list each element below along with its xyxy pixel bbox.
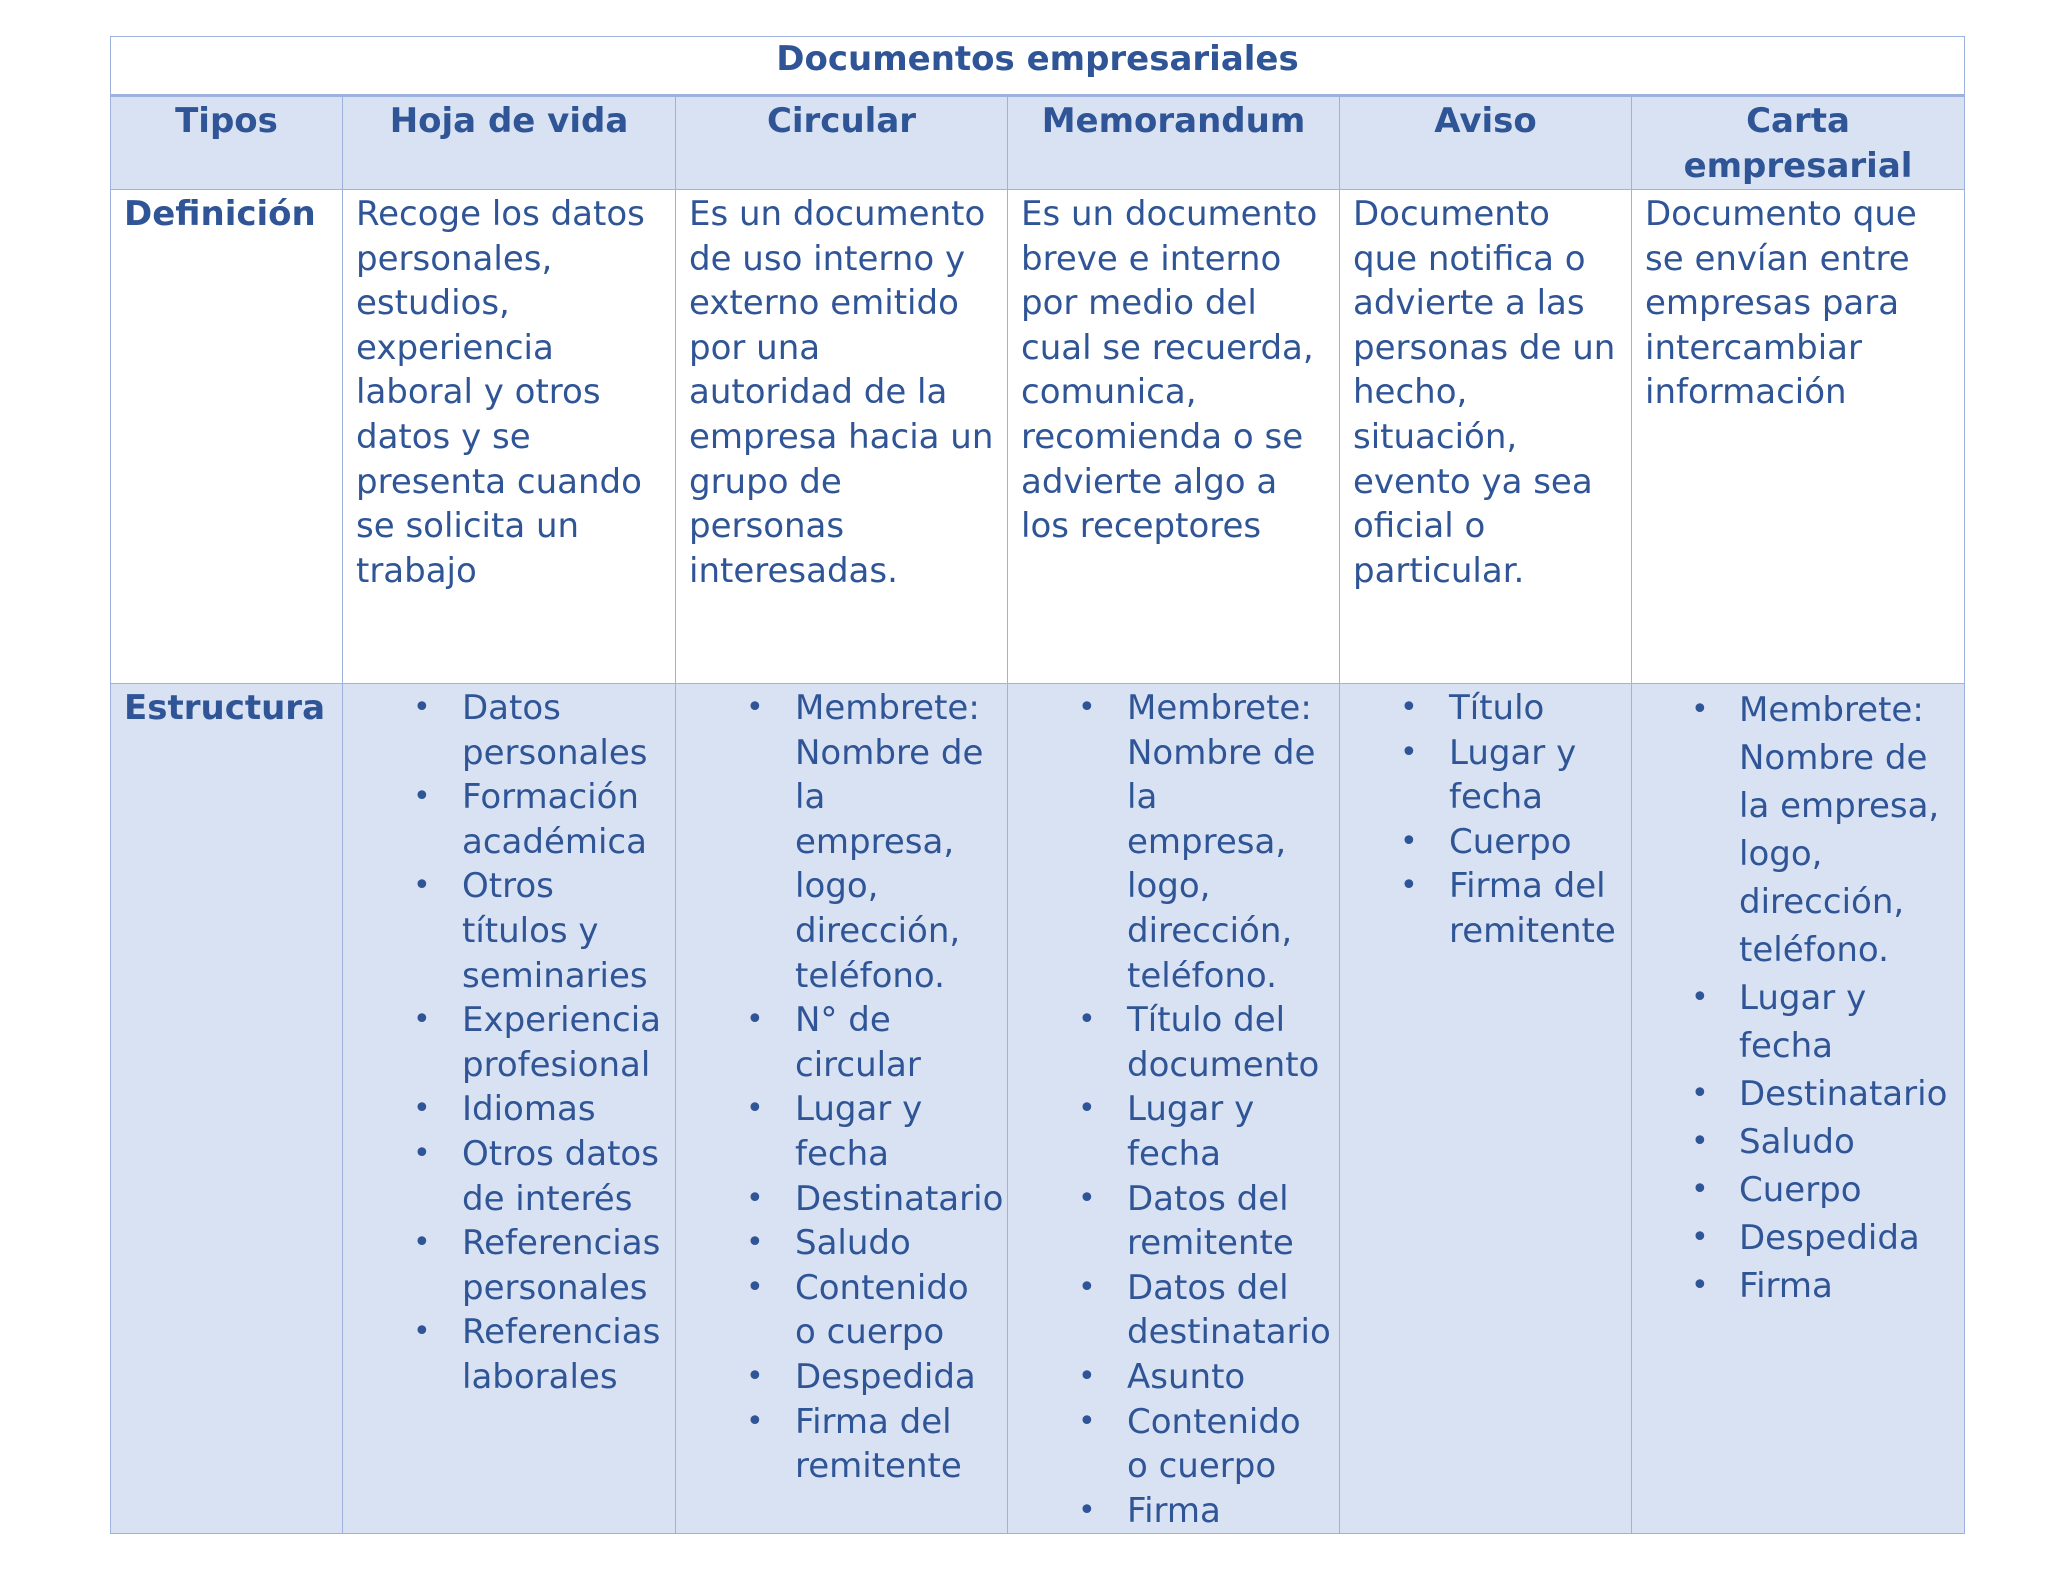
title-row bbox=[111, 37, 1965, 96]
bullet-icon: • bbox=[1078, 1358, 1096, 1394]
list-item bbox=[1021, 1266, 1331, 1355]
list-item-text: Destinatario bbox=[795, 1178, 1004, 1219]
list-item bbox=[1021, 1177, 1326, 1266]
list-item bbox=[1021, 998, 1326, 1087]
list-item-text: Datos del destinatario bbox=[1127, 1267, 1331, 1353]
bullet-icon: • bbox=[1691, 692, 1709, 727]
list-item-text: Lugar y fecha bbox=[795, 1089, 923, 1174]
bullet-icon: • bbox=[413, 1002, 431, 1038]
list-item bbox=[1353, 686, 1618, 731]
list-item bbox=[1645, 1118, 1951, 1166]
list-item-text: Contenido o cuerpo bbox=[795, 1267, 969, 1353]
list-item bbox=[1353, 864, 1618, 953]
list-item-text: Cuerpo bbox=[1739, 1170, 1862, 1210]
bullet-icon: • bbox=[413, 690, 431, 725]
list-item-text: Idiomas bbox=[462, 1089, 596, 1130]
list-item-text: Firma del remitente bbox=[795, 1401, 962, 1487]
definicion-row bbox=[111, 190, 1965, 684]
list-item bbox=[356, 1087, 662, 1132]
bullet-icon: • bbox=[746, 1225, 764, 1261]
estructura-list-aviso bbox=[1353, 686, 1618, 954]
list-item bbox=[689, 1087, 994, 1176]
bullet-icon: • bbox=[413, 1314, 431, 1350]
bullet-icon: • bbox=[1691, 1124, 1709, 1159]
list-item bbox=[1645, 1166, 1951, 1214]
row-label-definicion: Definición bbox=[111, 190, 343, 684]
list-item-text: Referencias personales bbox=[462, 1223, 661, 1308]
bullet-icon: • bbox=[1078, 1002, 1096, 1038]
list-item bbox=[1021, 1400, 1326, 1489]
list-item-text: Lugar y fecha bbox=[1127, 1089, 1255, 1174]
header-circular: Circular bbox=[676, 96, 1008, 190]
list-item bbox=[356, 1221, 662, 1310]
bullet-icon: • bbox=[413, 1225, 431, 1261]
list-item-text: Experiencia profesional bbox=[462, 1000, 661, 1085]
list-item-text: Otros datos de interés bbox=[462, 1133, 659, 1219]
list-item bbox=[356, 686, 662, 775]
list-item-text: Membrete: Nombre de la empresa, logo, dirección, teléfono. bbox=[1127, 688, 1316, 996]
list-item bbox=[689, 998, 994, 1087]
bullet-icon: • bbox=[1078, 690, 1096, 725]
list-item-text: Datos personales bbox=[462, 688, 648, 773]
bullet-icon: • bbox=[1691, 1076, 1709, 1111]
estructura-memorandum bbox=[1008, 684, 1340, 1534]
definicion-aviso: Documento que notifica o advierte a las personas de un hecho, situación, evento ya sea oficial o particular. bbox=[1340, 190, 1632, 684]
bullet-icon: • bbox=[746, 1091, 764, 1127]
list-item bbox=[356, 998, 662, 1087]
bullet-icon: • bbox=[1400, 868, 1418, 904]
header-hoja-de-vida: Hoja de vida bbox=[343, 96, 676, 190]
list-item bbox=[689, 686, 994, 998]
table-title: Documentos empresariales bbox=[111, 37, 1965, 96]
list-item-text: Título del documento bbox=[1127, 1000, 1320, 1085]
list-item bbox=[689, 1266, 994, 1355]
estructura-list-carta bbox=[1645, 686, 1951, 1310]
list-item-text: Saludo bbox=[795, 1223, 911, 1264]
bullet-icon: • bbox=[746, 1269, 764, 1305]
bullet-icon: • bbox=[413, 1135, 431, 1171]
list-item-text: Despedida bbox=[1739, 1218, 1920, 1258]
bullet-icon: • bbox=[1691, 1172, 1709, 1207]
header-memorandum: Memorandum bbox=[1008, 96, 1340, 190]
list-item bbox=[356, 775, 662, 864]
definicion-carta-empresarial: Documento que se envían entre empresas para intercambiar información bbox=[1632, 190, 1965, 684]
list-item bbox=[356, 1132, 662, 1221]
list-item-text: Lugar y fecha bbox=[1739, 978, 1867, 1066]
bullet-icon: • bbox=[1691, 1268, 1709, 1303]
bullet-icon: • bbox=[1400, 823, 1418, 859]
bullet-icon: • bbox=[1400, 690, 1418, 725]
definicion-circular: Es un documento de uso interno y externo emitido por una autoridad de la empresa hacia un grupo de personas interesadas. bbox=[676, 190, 1008, 684]
list-item-text: Despedida bbox=[795, 1356, 976, 1397]
list-item bbox=[1645, 974, 1951, 1070]
list-item-text: Referencias laborales bbox=[462, 1312, 661, 1397]
list-item-text: Membrete: Nombre de la empresa, logo, dirección, teléfono. bbox=[795, 688, 984, 996]
bullet-icon: • bbox=[413, 1091, 431, 1127]
list-item bbox=[1645, 1262, 1951, 1310]
list-item-text: Datos del remitente bbox=[1127, 1178, 1294, 1264]
documentos-table bbox=[110, 36, 1965, 1534]
list-item-text: Firma del remitente bbox=[1449, 866, 1616, 951]
estructura-list-hoja bbox=[356, 686, 662, 1400]
list-item bbox=[689, 1177, 1004, 1222]
list-item bbox=[1021, 1087, 1326, 1176]
header-row bbox=[111, 96, 1965, 190]
estructura-hoja-de-vida bbox=[343, 684, 676, 1534]
bullet-icon: • bbox=[1078, 1492, 1096, 1528]
list-item-text: Título bbox=[1449, 688, 1545, 728]
estructura-carta-empresarial bbox=[1632, 684, 1965, 1534]
bullet-icon: • bbox=[1691, 980, 1709, 1015]
bullet-icon: • bbox=[1691, 1220, 1709, 1255]
estructura-list-memorandum bbox=[1021, 686, 1331, 1533]
list-item bbox=[1021, 686, 1326, 998]
list-item bbox=[689, 1400, 994, 1489]
bullet-icon: • bbox=[746, 1403, 764, 1439]
list-item bbox=[1645, 1214, 1951, 1262]
list-item-text: Cuerpo bbox=[1449, 821, 1572, 862]
bullet-icon: • bbox=[1078, 1403, 1096, 1439]
list-item bbox=[1645, 686, 1951, 974]
estructura-aviso bbox=[1340, 684, 1632, 1534]
bullet-icon: • bbox=[746, 1002, 764, 1038]
bullet-icon: • bbox=[746, 690, 764, 725]
bullet-icon: • bbox=[413, 868, 431, 904]
bullet-icon: • bbox=[746, 1180, 764, 1216]
list-item bbox=[1021, 1355, 1326, 1400]
bullet-icon: • bbox=[746, 1358, 764, 1394]
definicion-hoja-de-vida: Recoge los datos personales, estudios, experiencia laboral y otros datos y se presenta cuando se solicita un trabajo bbox=[343, 190, 676, 684]
bullet-icon: • bbox=[1078, 1269, 1096, 1305]
header-carta-empresarial: Carta empresarial bbox=[1632, 96, 1965, 190]
list-item-text: Firma bbox=[1127, 1490, 1221, 1531]
list-item bbox=[1021, 1489, 1326, 1534]
estructura-row bbox=[111, 684, 1965, 1534]
list-item bbox=[1645, 1070, 1951, 1118]
estructura-circular bbox=[676, 684, 1008, 1534]
list-item-text: Lugar y fecha bbox=[1449, 732, 1577, 818]
list-item bbox=[356, 864, 662, 998]
list-item-text: Otros títulos y seminaries bbox=[462, 866, 648, 996]
list-item-text: Formación académica bbox=[462, 777, 647, 862]
list-item-text: Firma bbox=[1739, 1266, 1833, 1306]
header-tipos: Tipos bbox=[111, 96, 343, 190]
list-item-text: N° de circular bbox=[795, 1000, 921, 1085]
list-item bbox=[689, 1221, 994, 1266]
list-item bbox=[1353, 820, 1618, 865]
list-item-text: Asunto bbox=[1127, 1356, 1246, 1397]
list-item-text: Contenido o cuerpo bbox=[1127, 1401, 1301, 1487]
list-item bbox=[1353, 731, 1618, 820]
row-label-estructura: Estructura bbox=[111, 684, 343, 1534]
bullet-icon: • bbox=[1400, 734, 1418, 770]
bullet-icon: • bbox=[413, 779, 431, 815]
list-item-text: Destinatario bbox=[1739, 1074, 1948, 1114]
bullet-icon: • bbox=[1078, 1180, 1096, 1216]
list-item bbox=[356, 1310, 662, 1399]
list-item-text: Saludo bbox=[1739, 1122, 1855, 1162]
estructura-list-circular bbox=[689, 686, 1004, 1489]
definicion-memorandum: Es un documento breve e interno por medio del cual se recuerda, comunica, recomienda o se advierte algo a los receptores bbox=[1008, 190, 1340, 684]
header-aviso: Aviso bbox=[1340, 96, 1632, 190]
list-item bbox=[689, 1355, 994, 1400]
bullet-icon: • bbox=[1078, 1091, 1096, 1127]
list-item-text: Membrete: Nombre de la empresa, logo, dirección, teléfono. bbox=[1739, 690, 1940, 970]
